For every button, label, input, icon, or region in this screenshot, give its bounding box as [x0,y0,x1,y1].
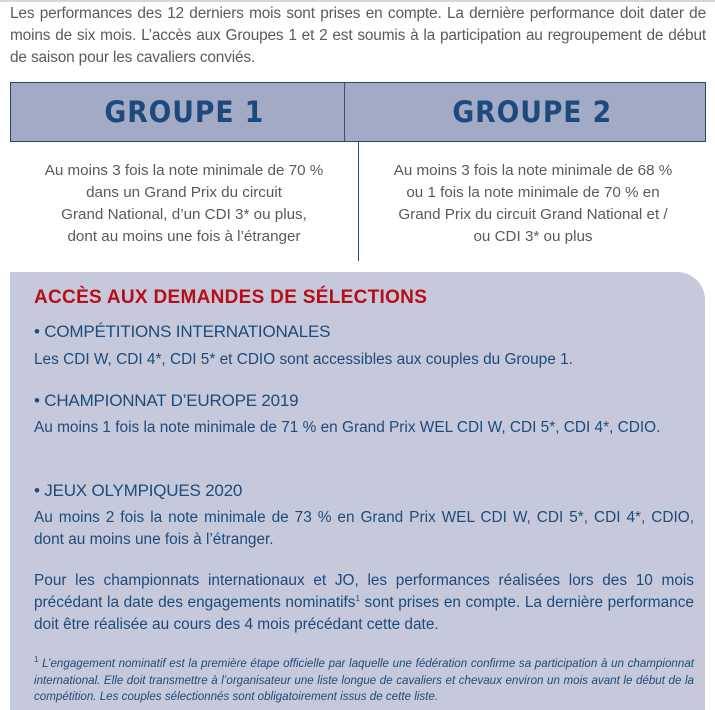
selections-title: ACCÈS AUX DEMANDES DE SÉLECTIONS [34,287,428,308]
criteria-line: dans un Grand Prix du circuit [86,184,282,201]
criteria-line: ou CDI 3* ou plus [473,228,593,245]
section-text-europe: Au moins 1 fois la note minimale de 71 % en Grand Prix WEL CDI W, CDI 5*, CDI 4*, CDIO. [34,419,661,436]
group-2-criteria [359,141,707,261]
groups-table-body [10,141,707,261]
criteria-line: ou 1 fois la note minimale de 70 % en [406,184,660,201]
period-note-text: Pour les championnats internationaux et JO, les performances réalisées lors des 10 mois précédant la date des engagements nominatifs [34,572,694,611]
footnote-text: L’engagement nominatif est la première étape officielle par laquelle une fédération confirme sa participation à un championnat international. Elle doit transmettre à l’organisateur une liste longue de cavaliers et chevaux environ un mois avant le début de la compétition. Les couples sélectionnés sont obligatoirement issus de cette liste. [34,657,694,703]
group-1-criteria [10,141,359,261]
footnote-reference: 1 [355,593,360,603]
groups-table-header [10,82,706,142]
top-rule [0,0,715,2]
criteria-line: Au moins 3 fois la note minimale de 70 % [44,162,324,179]
period-note [34,570,694,636]
criteria-line: Grand National, d’un CDI 3* ou plus, [61,206,307,223]
section-text-international: Les CDI W, CDI 4*, CDI 5* et CDIO sont accessibles aux couples du Groupe 1. [34,351,573,368]
section-heading-international: • COMPÉTITIONS INTERNATIONALES [34,322,331,341]
section-heading-europe: • CHAMPIONNAT D’EUROPE 2019 [34,391,299,410]
section-heading-olympics: • JEUX OLYMPIQUES 2020 [34,481,243,500]
group-1-title: GROUPE 1 [25,83,345,141]
group-2-title: GROUPE 2 [451,95,612,129]
criteria-line: Au moins 3 fois la note minimale de 68 % [393,162,673,179]
period-note-text-end: sont prises en compte. La dernière performance doit être réalisée au cours des 4 mois précédant cette date. [34,594,694,633]
criteria-line: dont au moins une fois à l’étranger [67,228,301,245]
selections-panel [10,272,705,710]
footnote [34,656,694,706]
criteria-line: Grand Prix du circuit Grand National et / [398,206,668,223]
section-text-olympics: Au moins 2 fois la note minimale de 73 % en Grand Prix WEL CDI W, CDI 5*, CDI 4*, CDIO, dont au moins une fois à l’étranger. [34,509,694,548]
footnote-mark: 1 [34,655,39,665]
intro-paragraph: Les performances des 12 derniers mois sont prises en compte. La dernière performance doit dater de moins de six mois. L’accès aux Groupes 1 et 2 est soumis à la participation au regroupement de début de saison pour les cavaliers conviés. [10,5,706,66]
